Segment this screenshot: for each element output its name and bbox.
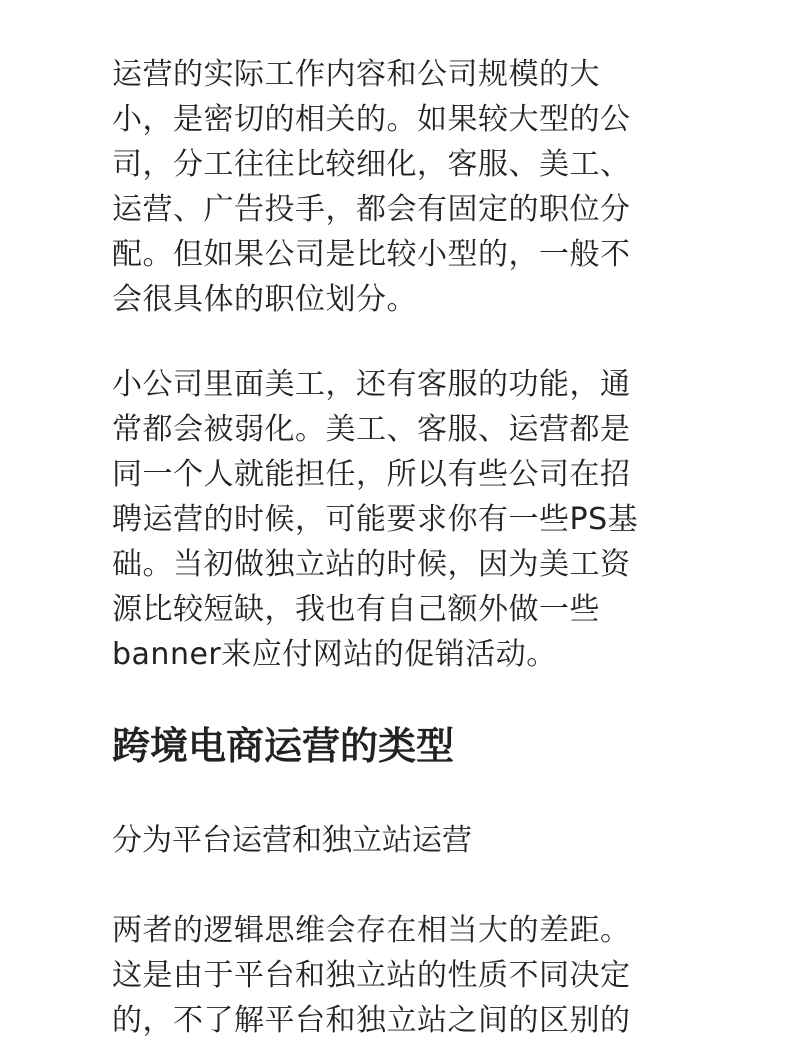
paragraph-small-company: 小公司里面美工，还有客服的功能，通 常都会被弱化。美工、客服、运营都是 同一个人就能担任，所以有些公司在招 聘运营的时候，可能要求你有一些PS基 础。当初做独立站的时候，因为美工资 源比较短缺，我也有自己额外做一些 banner来应付网站的促销活动。 xyxy=(112,367,639,672)
section-heading: 跨境电商运营的类型 xyxy=(112,724,455,768)
paragraph-difference: 两者的逻辑思维会存在相当大的差距。 这是由于平台和独立站的性质不同决定 的，不了解平台和独立站之间的区别的 xyxy=(112,913,631,1038)
paragraph-job-scope: 运营的实际工作内容和公司规模的大 小，是密切的相关的。如果较大型的公 司，分工往往比较细化，客服、美工、 运营、广告投手，都会有固定的职位分 配。但如果公司是比较小型的，一般不 会很具体的职位划分。 xyxy=(112,57,631,317)
section-subheading: 分为平台运营和独立站运营 xyxy=(112,823,472,858)
